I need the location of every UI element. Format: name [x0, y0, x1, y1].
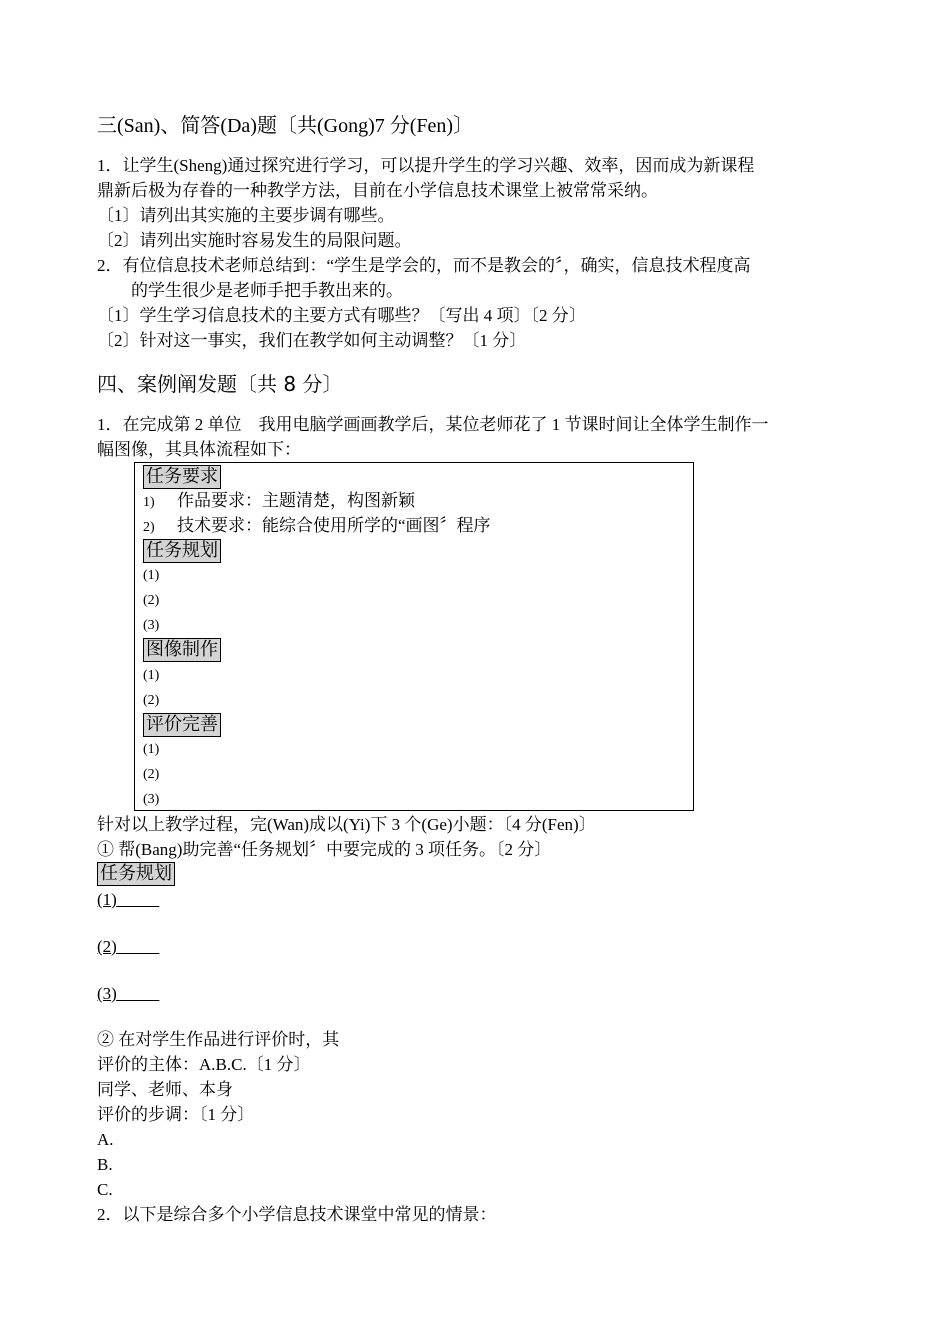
- subquestion-1: ① 帮(Bang)助完善“任务规划〞中要完成的 3 项任务。〔2 分〕: [97, 840, 552, 859]
- section3-q1-sub2: 〔2〕请列出实施时容易发生的局限问题。: [97, 231, 412, 250]
- evaluation-item-2: (2): [143, 767, 160, 782]
- tag-planning-answer: [97, 862, 175, 886]
- tag-making-label: 图像制作: [143, 638, 221, 662]
- evaluation-item-3: (3): [143, 792, 160, 807]
- section4-q1-line1: 1．在完成第 2 单位 我用电脑学画画教学后，某位老师花了 1 节课时间让全体学生制作一: [97, 415, 769, 434]
- section3-q2-line1: 2．有位信息技术老师总结到：“学生是学会的，而不是教会的〞，确实，信息技术程度高: [97, 256, 751, 275]
- tag-requirements-label: 任务要求: [143, 465, 221, 489]
- section3-q2-sub2: 〔2〕针对这一事实，我们在教学如何主动调整？〔1 分〕: [97, 331, 527, 350]
- requirement-2: [143, 515, 491, 539]
- evaluation-subject-answer: 同学、老师、本身: [97, 1080, 233, 1099]
- task-flow-box: [134, 462, 694, 811]
- answer-blank-3-label: (3): [97, 984, 117, 1003]
- option-a: A.: [97, 1130, 114, 1149]
- planning-item-3: (3): [143, 618, 160, 633]
- section3-q2-line2: 的学生很少是老师手把手教出来的。: [131, 281, 403, 300]
- planning-item-1: (1): [143, 568, 160, 583]
- planning-item-2: (2): [143, 593, 160, 608]
- evaluation-subject: 评价的主体：A.B.C.〔1 分〕: [97, 1055, 311, 1074]
- evaluation-item-1: (1): [143, 742, 160, 757]
- making-item-2: (2): [143, 693, 160, 708]
- evaluation-steps: 评价的步调：〔1 分〕: [97, 1105, 255, 1124]
- section4-q2-line1: 2．以下是综合多个小学信息技术课堂中常见的情景：: [97, 1205, 497, 1224]
- requirement-1: [143, 490, 415, 514]
- section3-q2-sub1: 〔1〕学生学习信息技术的主要方式有哪些？〔写出 4 项〕〔2 分〕: [97, 306, 586, 325]
- tag-planning-answer-label: 任务规划: [97, 862, 175, 886]
- answer-blank-2[interactable]: [97, 936, 159, 958]
- making-item-1: (1): [143, 668, 160, 683]
- requirement-1-text: 作品要求：主题清楚，构图新颖: [177, 491, 415, 510]
- section3-heading: 三(San)、简答(Da)题〔共(Gong)7 分(Fen)〕: [97, 115, 474, 137]
- tag-planning: [143, 539, 221, 563]
- requirement-2-text: 技术要求：能综合使用所学的“画图〞程序: [177, 516, 491, 535]
- option-c: C.: [97, 1180, 113, 1199]
- tag-planning-label: 任务规划: [143, 539, 221, 563]
- section3-q1-sub1: 〔1〕请列出其实施的主要步调有哪些。: [97, 206, 395, 225]
- tag-evaluation-label: 评价完善: [143, 713, 221, 737]
- answer-blank-3[interactable]: [97, 983, 159, 1005]
- requirement-1-number: 1): [143, 495, 155, 510]
- requirement-2-number: 2): [143, 520, 155, 535]
- section4-heading: 四、案例阐发题〔共 8 分〕: [97, 372, 343, 396]
- section3-q1-line1: 1．让学生(Sheng)通过探究进行学习，可以提升学生的学习兴趣、效率，因而成为新课程: [97, 156, 755, 175]
- tag-evaluation: [143, 713, 221, 737]
- tag-requirements: [143, 465, 221, 489]
- after-box-instruction: 针对以上教学过程，完(Wan)成以(Yi)下 3 个(Ge)小题：〔4 分(Fen)〕: [97, 815, 596, 834]
- option-b: B.: [97, 1155, 113, 1174]
- subquestion-2: ② 在对学生作品进行评价时，其: [97, 1030, 340, 1049]
- section3-q1-line2: 鼎新后极为存眷的一种教学方法，目前在小学信息技术课堂上被常常采纳。: [97, 181, 658, 200]
- section4-q1-line2: 幅图像，其具体流程如下：: [97, 440, 301, 459]
- answer-blank-1-label: (1): [97, 890, 117, 909]
- answer-blank-2-label: (2): [97, 937, 117, 956]
- answer-blank-1[interactable]: [97, 889, 159, 911]
- tag-making: [143, 638, 221, 662]
